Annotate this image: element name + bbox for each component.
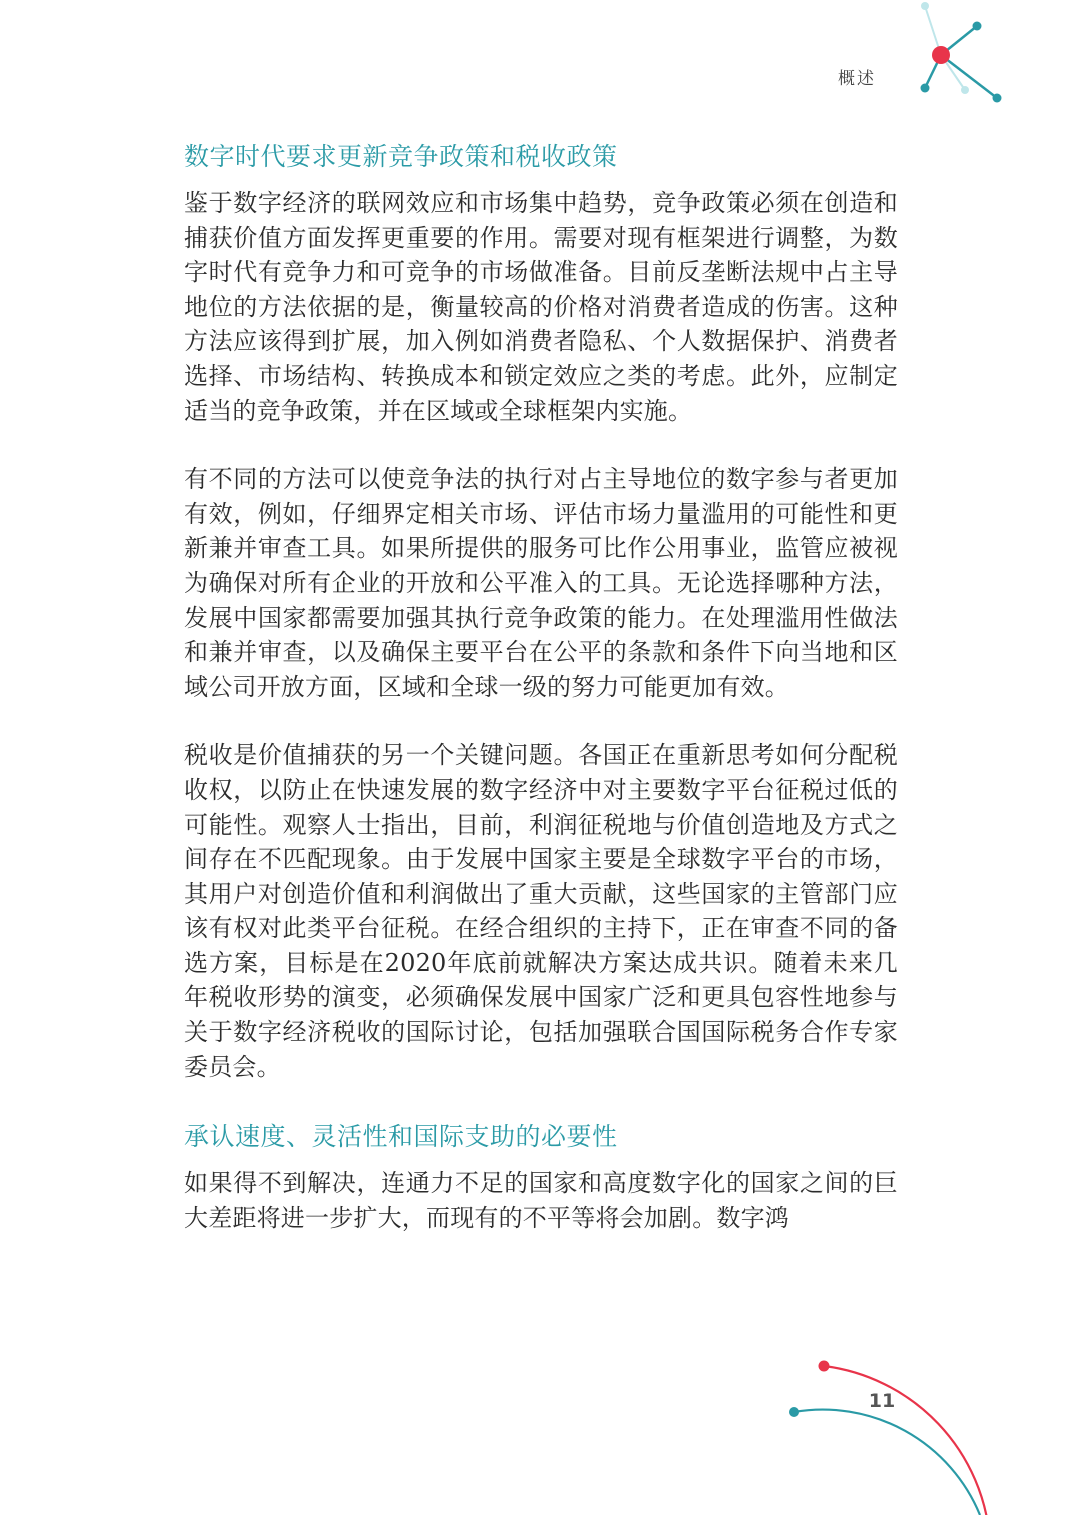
- page-number: 11: [868, 1390, 896, 1412]
- section-heading: 数字时代要求更新竞争政策和税收政策: [184, 142, 618, 171]
- main-content: [184, 138, 898, 1235]
- orbit-arcs-icon: [780, 1340, 1080, 1515]
- section-heading: 承认速度、灵活性和国际支助的必要性: [184, 1122, 618, 1152]
- body-paragraph: 税收是价值捕获的另一个关键问题。各国正在重新思考如何分配税收权，以防止在快速发展的数字经济中对主要数字平台征税过低的可能性。观察人士指出，目前，利润征税地与价值创造地及方式之间存在不匹配现象。由于发展中国家主要是全球数字平台的市场，其用户对创造价值和利润做出了重大贡献，这些国家的主管部门应该有权对此类平台征税。在经合组织的主持下，正在审查不同的备选方案，目标是在2020年底前就解决方案达成共识。随着未来几年税收形势的演变，必须确保发展中国家广泛和更具包容性地参与关于数字经济税收的国际讨论，包括加强联合国国际税务合作专家委员会。: [184, 741, 898, 1081]
- body-paragraph: 有不同的方法可以使竞争法的执行对占主导地位的数字参与者更加有效，例如，仔细界定相关市场、评估市场力量滥用的可能性和更新兼并审查工具。如果所提供的服务可比作公用事业，监管应被视为确保对所有企业的开放和公平准入的工具。无论选择哪种方法，发展中国家都需要加强其执行竞争政策的能力。在处理滥用性做法和兼并审查，以及确保主要平台在公平的条款和条件下向当地和区域公司开放方面，区域和全球一级的努力可能更加有效。: [184, 465, 898, 701]
- network-nodes-icon: [905, 0, 1015, 110]
- body-paragraph: 如果得不到解决，连通力不足的国家和高度数字化的国家之间的巨大差距将进一步扩大，而现有的不平等将会加剧。数字鸿: [184, 1169, 898, 1232]
- running-header: 概述: [838, 69, 876, 89]
- body-paragraph: 鉴于数字经济的联网效应和市场集中趋势，竞争政策必须在创造和捕获价值方面发挥更重要的作用。需要对现有框架进行调整，为数字时代有竞争力和可竞争的市场做准备。目前反垄断法规中占主导地位的方法依据的是，衡量较高的价格对消费者造成的伤害。这种方法应该得到扩展，加入例如消费者隐私、个人数据保护、消费者选择、市场结构、转换成本和锁定效应之类的考虑。此外，应制定适当的竞争政策，并在区域或全球框架内实施。: [184, 189, 898, 425]
